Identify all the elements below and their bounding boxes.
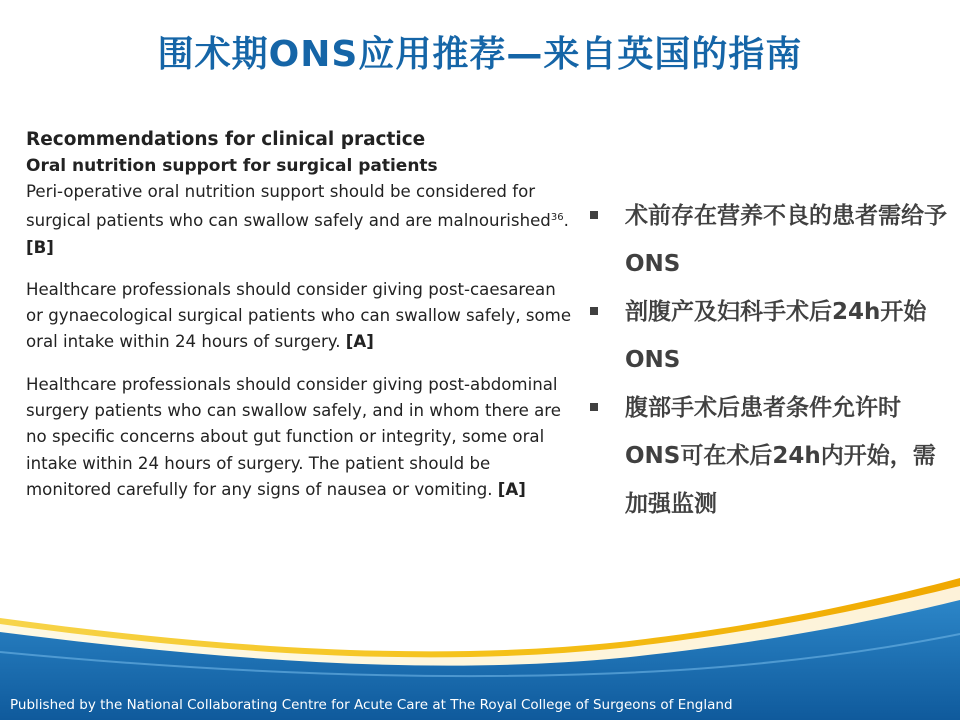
- square-bullet-icon: [590, 211, 598, 219]
- guideline-heading: Recommendations for clinical practice: [26, 129, 426, 150]
- footer-credit: Published by the National Collaborating Centre for Acute Care at The Royal College of Surgeons of England: [10, 697, 733, 713]
- recommendation-paragraph-1: Peri-operative oral nutrition support should be considered for surgical patients who can swallow safely and are malnourished$^{36}$. [B]: [26, 182, 569, 257]
- guideline-excerpt: [26, 126, 576, 503]
- summary-bullet-text: 术前存在营养不良的患者需给予ONS: [625, 203, 947, 277]
- summary-bullet: [588, 288, 948, 384]
- summary-bullet: [588, 192, 948, 288]
- recommendation-text: Healthcare professionals should consider giving post-abdominal surgery patients who can swallow safely, and in whom there are no specific concerns about gut function or integrity, some oral intake within 24 hours of surgery. The patient should be monitored carefully for any signs of nausea or vomiting.: [26, 374, 561, 499]
- summary-bullet-list: [588, 192, 948, 528]
- evidence-grade: [A]: [497, 479, 526, 499]
- citation-superscript: 36: [550, 212, 564, 224]
- summary-bullet: [588, 384, 948, 528]
- square-bullet-icon: [590, 403, 598, 411]
- recommendation-text: Healthcare professionals should consider giving post-caesarean or gynaecological surgical patients who can swallow safely, some oral intake within 24 hours of surgery.: [26, 279, 572, 352]
- square-bullet-icon: [590, 307, 598, 315]
- summary-bullet-text: 腹部手术后患者条件允许时ONS可在术后24h内开始，需加强监测: [625, 395, 936, 517]
- recommendation-paragraph-3: [26, 372, 576, 503]
- evidence-grade: [A]: [345, 332, 374, 352]
- recommendation-paragraph-2: [26, 277, 576, 356]
- evidence-grade: [B]: [26, 237, 54, 257]
- decorative-wave-band: [0, 560, 960, 720]
- slide-title: 围术期ONS应用推荐—来自英国的指南: [157, 34, 803, 75]
- recommendation-text: Peri-operative oral nutrition support should be considered for surgical patients who can swallow safely and are malnourished: [26, 182, 551, 231]
- guideline-subheading: Oral nutrition support for surgical patients: [26, 156, 438, 176]
- summary-bullet-text: 剖腹产及妇科手术后24h开始ONS: [625, 299, 927, 373]
